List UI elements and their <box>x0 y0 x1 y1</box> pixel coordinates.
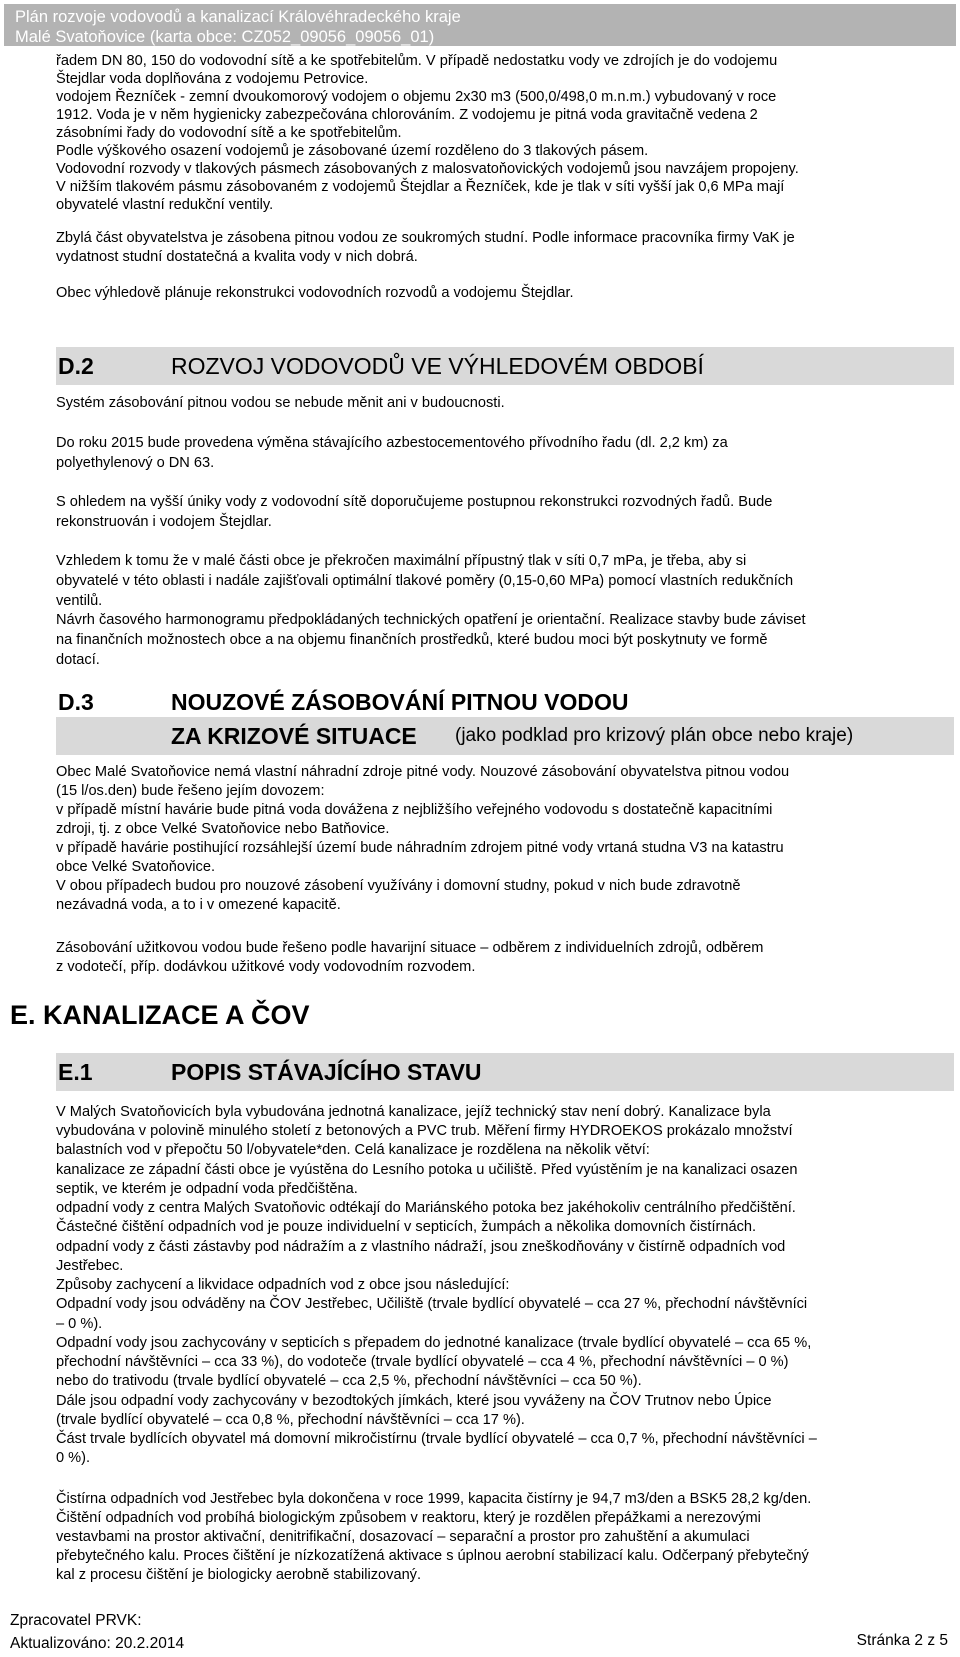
paragraph-line: V nižším tlakovém pásmu zásobovaném z vodojemů Štejdlar a Řezníček, kde je tlak v síti vyšší jak 0,6 MPa mají <box>56 179 785 195</box>
paragraph-line: Do roku 2015 bude provedena výměna stávajícího azbestocementového přívodního řadu (dl. 2,2 km) za <box>56 435 728 451</box>
paragraph-line: rekonstruován i vodojem Štejdlar. <box>56 514 272 530</box>
paragraph-line: v případě havárie postihující rozsáhlejší území bude náhradním zdrojem pitné vody vrtaná studna V3 na katastru <box>56 840 784 856</box>
paragraph-line: Čistírna odpadních vod Jestřebec byla dokončena v roce 1999, kapacita čistírny je 94,7 m3/den a BSK5 28,2 kg/den. <box>56 1491 812 1507</box>
paragraph-line: Dále jsou odpadní vody zachycovány v bezodtokých jímkách, které jsou vyváženy na ČOV Trutnov nebo Úpice <box>56 1393 772 1409</box>
paragraph-line: polyethylenový o DN 63. <box>56 455 215 471</box>
paragraph-line: odpadní vody z části zástavby pod nádražím a z vlastního nádraží, jsou zneškodňovány v čistírně odpadních vod <box>56 1239 786 1255</box>
footer-processor: Zpracovatel PRVK: <box>10 1612 142 1629</box>
paragraph-line: odpadní vody z centra Malých Svatoňovic odtékají do Mariánského potoka bez jakéhokoliv centrálního předčištění. <box>56 1200 796 1216</box>
chapter-heading: E. KANALIZACE A ČOV <box>10 1000 310 1030</box>
paragraph-line: z vodotečí, příp. dodávkou užitkové vody vodovodním rozvodem. <box>56 959 476 975</box>
paragraph-line: ventilů. <box>56 593 103 609</box>
paragraph-line: kal z procesu čištění je biologicky aerobně stabilizovaný. <box>56 1567 422 1583</box>
paragraph-line: zdroji, tj. z obce Velké Svatoňovice nebo Batňovice. <box>56 821 390 837</box>
paragraph-line: Odpadní vody jsou zachycovány v septicích s přepadem do jednotné kanalizace (trvale bydlící obyvatelé – cca 65 %, <box>56 1335 812 1351</box>
paragraph-line: (trvale bydlící obyvatelé – cca 0,8 %, přechodní návštěvníci – cca 17 %). <box>56 1412 525 1428</box>
section-title: POPIS STÁVAJÍCÍHO STAVU <box>171 1059 482 1085</box>
header-subtitle: Malé Svatoňovice (karta obce: CZ052_09056_09056_01) <box>15 28 435 46</box>
paragraph-line: Podle výškového osazení vodojemů je zásobované území rozděleno do 3 tlakových pásem. <box>56 143 649 159</box>
paragraph-line: V obou případech budou pro nouzové zásobení využívány i domovní studny, pokud v nich bude zdravotně <box>56 878 741 894</box>
paragraph-line: V Malých Svatoňovicích byla vybudována jednotná kanalizace, jejíž technický stav není dobrý. Kanalizace byla <box>56 1104 771 1120</box>
paragraph-line: Štejdlar voda doplňována z vodojemu Petrovice. <box>56 71 369 87</box>
paragraph-line: nebo do trativodu (trvale bydlící obyvatelé – cca 2,5 %, přechodní návštěvníci – cca 50 %). <box>56 1373 642 1389</box>
paragraph-line: Odpadní vody jsou odváděny na ČOV Jestřebec, Učiliště (trvale bydlící obyvatelé – cca 27 %, přechodní návštěvníci <box>56 1296 808 1312</box>
section-heading-e1 <box>56 1053 954 1091</box>
paragraph-line: vestavbami na prostor aktivační, denitrifikační, dosazovací – separační a prostor pro zahuštění a akumulaci <box>56 1529 750 1545</box>
paragraph-line: Systém zásobování pitnou vodou se nebude měnit ani v budoucnosti. <box>56 395 505 411</box>
footer-updated: Aktualizováno: 20.2.2014 <box>10 1635 185 1652</box>
section-number: E.1 <box>58 1059 93 1085</box>
section-title: ROZVOJ VODOVODŮ VE VÝHLEDOVÉM OBDOBÍ <box>171 353 704 379</box>
paragraph-line: – 0 %). <box>56 1316 103 1332</box>
paragraph-line: vodojem Řezníček - zemní dvoukomorový vodojem o objemu 2x30 m3 (500,0/498,0 m.n.m.) vybudovaný v roce <box>56 89 777 105</box>
paragraph-line: obce Velké Svatoňovice. <box>56 859 216 875</box>
paragraph-line: kanalizace ze západní části obce je vyústěna do Lesního potoka u učiliště. Před vyústěním je na kanalizaci osazen <box>56 1162 798 1178</box>
section-title-d3-line2: ZA KRIZOVÉ SITUACE <box>171 723 417 749</box>
paragraph-line: dotací. <box>56 652 100 668</box>
paragraph-line: vydatnost studní dostatečná a kvalita vody v nich dobrá. <box>56 249 418 265</box>
section-title-d3-line1: NOUZOVÉ ZÁSOBOVÁNÍ PITNOU VODOU <box>171 689 629 715</box>
paragraph-line: Vzhledem k tomu že v malé části obce je překročen maximální přípustný tlak v síti 0,7 mPa, je třeba, aby si <box>56 553 747 569</box>
footer-page-number: Stránka 2 z 5 <box>856 1632 948 1649</box>
paragraph-line: Obec Malé Svatoňovice nemá vlastní náhradní zdroje pitné vody. Nouzové zásobování obyvatelstva pitnou vodou <box>56 764 790 780</box>
paragraph-line: řadem DN 80, 150 do vodovodní sítě a ke spotřebitelům. V případě nedostatku vody ve zdrojích je do vodojemu <box>56 53 778 69</box>
paragraph-line: balastních vod v přepočtu 50 l/obyvatele*den. Celá kanalizace je rozdělena na několik větví: <box>56 1142 650 1158</box>
section-heading-d3 <box>56 717 954 755</box>
header-title: Plán rozvoje vodovodů a kanalizací Královéhradeckého kraje <box>15 8 461 26</box>
paragraph-line: obyvatelé v této oblasti i nadále zajišťovali optimální tlakové poměry (0,15-0,60 MPa) pomocí vlastních redukčních <box>56 573 794 589</box>
paragraph-line: Návrh časového harmonogramu předpokládaných technických opatření je orientační. Realizace stavby bude záviset <box>56 612 806 628</box>
paragraph-line: přebytečného kalu. Proces čištění je nízkozatížená aktivace s úplnou aerobní stabilizací kalu. Odčerpaný přebytečný <box>56 1548 809 1564</box>
section-heading-d2 <box>56 347 954 385</box>
paragraph-line: Čištění odpadních vod probíhá biologickým způsobem v reaktoru, který je rozdělen přepážkami a nerezovými <box>56 1510 761 1526</box>
section-number-d3: D.3 <box>58 689 94 715</box>
paragraph-line: S ohledem na vyšší úniky vody z vodovodní sítě doporučujeme postupnou rekonstrukci rozvodných řadů. Bude <box>56 494 773 510</box>
paragraph-line: Způsoby zachycení a likvidace odpadních vod z obce jsou následující: <box>56 1277 510 1293</box>
paragraph-line: na finančních možnostech obce a na objemu finančních prostředků, které budou moci být poskytnuty ve formě <box>56 632 768 648</box>
section-number: D.2 <box>58 353 94 379</box>
paragraph-line: vybudována v polovině minulého století z betonových a PVC trub. Měření firmy HYDROEKOS prokázalo množství <box>56 1123 793 1139</box>
paragraph-line: 1912. Voda je v něm hygienicky zabezpečována chlorováním. Z vodojemu je pitná voda gravitačně vedena 2 <box>56 107 758 123</box>
paragraph-line: Vodovodní rozvody v tlakových pásmech zásobovaných z malosvatoňovických vodojemů jsou navzájem propojeny. <box>56 161 799 177</box>
paragraph-line: Část trvale bydlících obyvatel má domovní mikročistírnu (trvale bydlící obyvatelé – cca 0,7 %, přechodní návštěvníci – <box>56 1431 817 1447</box>
paragraph-line: septik, ve kterém je odpadní voda předčištěna. <box>56 1181 358 1197</box>
document-header <box>4 4 956 46</box>
paragraph-line: v případě místní havárie bude pitná voda dovážena z nejbližšího veřejného vodovodu s dostatečně kapacitními <box>56 802 773 818</box>
paragraph-line: Jestřebec. <box>56 1258 124 1274</box>
paragraph-line: zásobními řady do vodovodní sítě a ke spotřebitelům. <box>56 125 402 141</box>
paragraph-line: nezávadná voda, a to i v omezené kapacitě. <box>56 897 341 913</box>
paragraph-line: Obec výhledově plánuje rekonstrukci vodovodních rozvodů a vodojemu Štejdlar. <box>56 285 574 301</box>
paragraph-line: Částečné čištění odpadních vod je pouze individuelní v septicích, žumpách a několika domovních čistírnách. <box>56 1219 757 1235</box>
paragraph-line: 0 %). <box>56 1450 91 1466</box>
paragraph-line: (15 l/os.den) bude řešeno jejím dovozem: <box>56 783 325 799</box>
paragraph-line: Zbylá část obyvatelstva je zásobena pitnou vodou ze soukromých studní. Podle informace pracovníka firmy VaK je <box>56 230 795 246</box>
paragraph-line: obyvatelé vlastní redukční ventily. <box>56 197 274 213</box>
section-title-note: (jako podklad pro krizový plán obce nebo kraje) <box>455 725 854 746</box>
paragraph-line: Zásobování užitkovou vodou bude řešeno podle havarijní situace – odběrem z individuelních zdrojů, odběrem <box>56 940 764 956</box>
paragraph-line: přechodní návštěvníci – cca 33 %), do vodoteče (trvale bydlící obyvatelé – cca 4 %, přechodní návštěvníci – 0 %) <box>56 1354 789 1370</box>
